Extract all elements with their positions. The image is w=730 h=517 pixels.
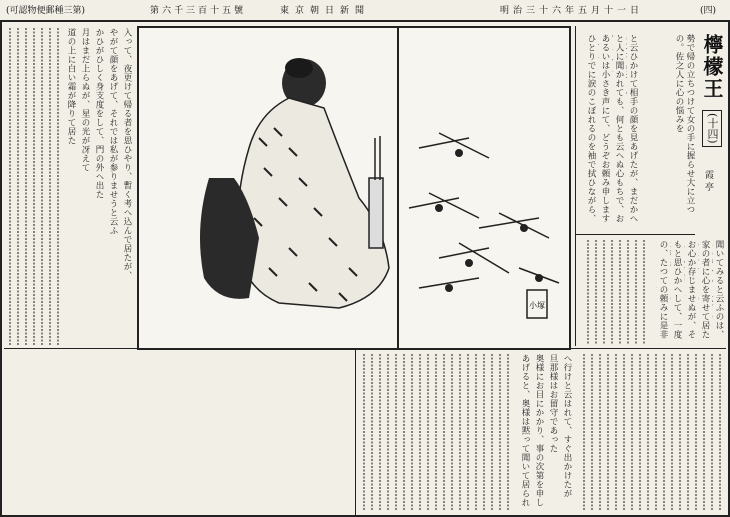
text-texture bbox=[584, 240, 652, 344]
text-column-left-0: 入って、夜更けて帰る者を思ひやり、暫く考へ込んで居たが、 bbox=[122, 28, 132, 280]
text-texture bbox=[6, 28, 62, 346]
text-texture-right bbox=[584, 240, 652, 344]
text-column-right-top-2: と人に聞かれても、何とも云へぬ心もちで、お bbox=[614, 34, 624, 223]
text-column-bottom-3: あげると、奥様は黙って聞いて居られ bbox=[520, 354, 530, 507]
story-title: 檸檬王 bbox=[700, 34, 724, 100]
column-rule bbox=[575, 26, 576, 346]
text-column-right-bottom-0: 聞いてみると云ふのは、 bbox=[714, 240, 724, 339]
woodblock-illustration bbox=[139, 28, 569, 348]
issue-date: 明治三十六年五月十一日 bbox=[500, 6, 644, 16]
text-column-right-bottom-4: の、たつての頼みに是非 bbox=[658, 240, 668, 339]
text-column-right-top-1: と云ひかけて相手の顔を見あげたが、まだかへ bbox=[628, 34, 638, 223]
newspaper-name: 東京朝日新聞 bbox=[280, 6, 371, 16]
text-column-right-top-0: 勢で帰の立ちつけて女の手に握らせ大に立つの。佐之人に心の悩みを bbox=[674, 34, 695, 214]
chapter-number: (十四) bbox=[702, 110, 722, 147]
issue-number: 第六千三百十五號 bbox=[150, 6, 247, 16]
postal-notice: (可認物便郵種三第) bbox=[6, 6, 86, 16]
text-column-left-3: 月はまだ上らぬが、星の光が冴えて bbox=[80, 28, 90, 172]
text-texture-left bbox=[6, 28, 62, 346]
bottom-column-rule bbox=[355, 348, 356, 515]
text-column-left-2: かひがひしく身支度をして、門の外へ出た bbox=[94, 28, 104, 199]
text-texture bbox=[360, 354, 516, 510]
text-column-bottom-1: 旦那様はお留守であった bbox=[548, 354, 558, 453]
text-texture bbox=[580, 354, 724, 510]
text-texture-bottom-right bbox=[580, 354, 724, 510]
left-border bbox=[0, 22, 2, 515]
header-rule bbox=[0, 20, 730, 22]
illustration bbox=[137, 26, 571, 350]
text-column-left-4: 道の上に白い霜が降りて居た bbox=[66, 28, 76, 145]
text-column-bottom-0: へ行けと云はれて、すぐ出かけたが bbox=[562, 354, 572, 498]
text-column-bottom-2: 奥様にお目にかかり、事の次第を申し bbox=[534, 354, 544, 507]
text-column-right-bottom-1: 家の者に心を寄せて居た bbox=[700, 240, 710, 339]
text-column-right-bottom-2: お心か存じませぬが、そ bbox=[686, 240, 696, 339]
text-column-right-top-4: ひとりでに涙のこぼれるのを袖で拭ひながら、 bbox=[586, 34, 596, 223]
artist-seal: 小塚 bbox=[529, 301, 545, 310]
author-name: 霞亭 bbox=[703, 170, 713, 194]
page-number: (四) bbox=[700, 6, 717, 16]
text-column-right-bottom-3: もと思ひかへして、一度 bbox=[672, 240, 682, 339]
text-column-right-top-3: あるいは小さき声にて、どうぞお頼み申します bbox=[600, 34, 610, 223]
text-column-left-1: やがて顔をあげて、それでは私が参りませうと云ふ bbox=[108, 28, 118, 235]
section-rule bbox=[575, 234, 695, 235]
text-texture-bottom bbox=[360, 354, 516, 510]
